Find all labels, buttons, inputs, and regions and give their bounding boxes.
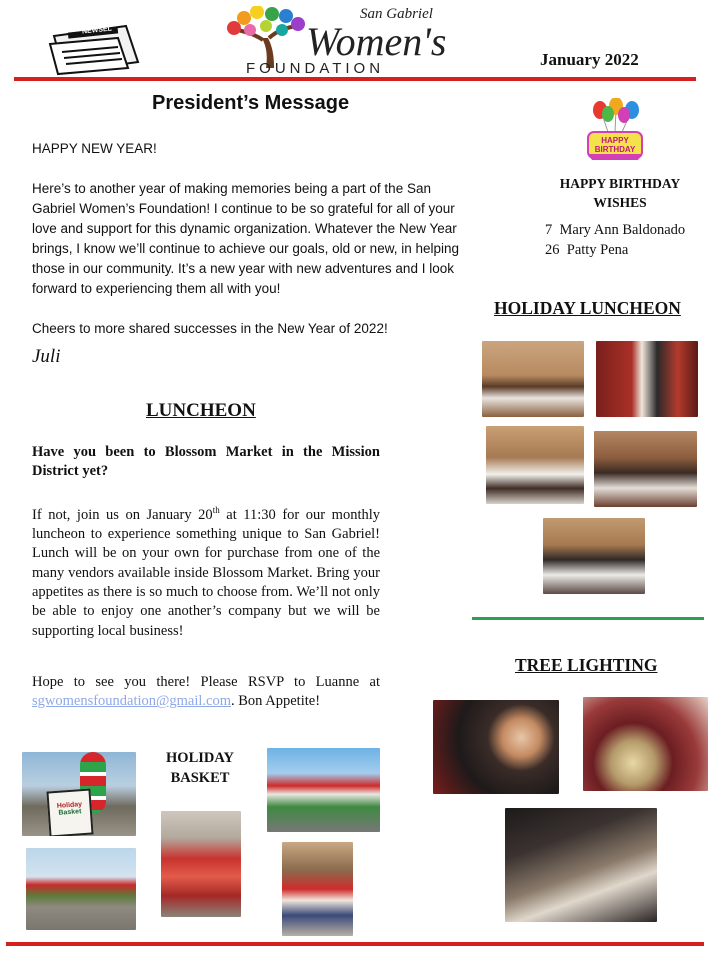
logo-sub-text: FOUNDATION <box>246 60 385 77</box>
holiday-basket-title-line-2: BASKET <box>170 770 230 786</box>
luncheon-rsvp <box>32 673 380 712</box>
newspaper-label: NEWSEL <box>81 25 113 36</box>
holiday-luncheon-photo-5 <box>543 518 645 594</box>
tree-lighting-photo-1 <box>433 700 559 794</box>
president-paragraph-2: Cheers to more shared successes in the New Year of 2022! <box>32 321 388 336</box>
birthday-day: 26 <box>545 241 560 258</box>
basket-sign <box>46 789 93 836</box>
issue-date: January 2022 <box>540 50 639 69</box>
rsvp-closing: . Bon Appetite! <box>231 693 321 710</box>
footer-rule <box>6 942 704 946</box>
list-item <box>545 221 705 241</box>
sign-line-1: Holiday <box>56 801 83 810</box>
holiday-luncheon-photo-3 <box>486 426 584 504</box>
luncheon-body-rest: at 11:30 for our monthly luncheon to experience something unique to San Gabriel! Lunch will be on your own for purchase from one of the many vendors available inside Blossom Market. Bring your appetites as there is so much to choose from. We’ll not only be able to enjoy one another’s company but we will be supporting local business! <box>32 506 380 639</box>
president-paragraph-1: Here’s to another year of making memories being a part of the San Gabriel Women’s Foundation! I continue to be so grateful for all of your love and support for this dynamic organization. Whatever the New Year brings, I know we’ll continue to achieve our goals, old or new, in helping those in our community. It’s a new year with new adventures and I look forward to experiencing them all with you! <box>32 181 460 296</box>
birthday-day: 7 <box>545 222 553 238</box>
birthday-title-line-2: WISHES <box>593 195 647 210</box>
president-title: President’s Message <box>152 92 350 114</box>
birthday-title <box>540 174 700 212</box>
birthday-name: Mary Ann Baldonado <box>559 222 686 238</box>
rsvp-text: Hope to see you there! Please RSVP to Luanne at <box>32 674 380 690</box>
holiday-basket-gifts-photo <box>282 842 353 936</box>
president-signature: Juli <box>32 346 61 367</box>
president-message <box>32 139 476 339</box>
luncheon-title: LUNCHEON <box>146 400 256 421</box>
holiday-basket-title-line-1: HOLIDAY <box>166 750 234 766</box>
email-link[interactable]: sgwomensfoundation@gmail.com <box>32 693 232 710</box>
holiday-basket-tents-photo <box>26 848 136 930</box>
birthday-icon-text: HAPPY BIRTHDAY <box>594 136 636 154</box>
logo-script-text: San Gabriel <box>360 6 433 22</box>
holiday-luncheon-photo-1 <box>482 341 584 417</box>
birthday-name: Patty Pena <box>566 241 629 258</box>
holiday-basket-sign-photo <box>22 752 136 836</box>
holiday-luncheon-photo-2 <box>596 341 698 417</box>
birthday-list <box>545 221 705 260</box>
section-divider <box>472 617 704 620</box>
tree-lighting-photo-2 <box>583 697 708 791</box>
holiday-luncheon-title: HOLIDAY LUNCHEON <box>494 298 681 318</box>
birthday-title-line-1: HAPPY BIRTHDAY <box>559 176 681 191</box>
holiday-basket-booth-photo <box>267 748 380 832</box>
luncheon-body-sup: th <box>212 505 220 515</box>
president-greeting: HAPPY NEW YEAR! <box>32 141 157 156</box>
birthday-cake-icon <box>582 98 648 162</box>
sign-line-2: Basket <box>58 808 82 817</box>
header-rule <box>14 77 696 81</box>
holiday-basket-rows-photo <box>161 811 241 917</box>
tree-lighting-photo-3 <box>505 808 657 922</box>
list-item <box>545 241 705 261</box>
newspaper-icon <box>48 22 144 76</box>
tree-lighting-title: TREE LIGHTING <box>515 655 658 675</box>
luncheon-body-start: If not, join us on January 20 <box>32 506 213 523</box>
luncheon-question: Have you been to Blossom Market in the Mission District yet? <box>32 444 380 479</box>
luncheon-body <box>32 501 380 641</box>
logo-main-text: Women's <box>306 19 447 64</box>
holiday-basket-title <box>150 748 250 788</box>
foundation-logo <box>222 6 458 76</box>
holiday-luncheon-photo-4 <box>594 431 697 507</box>
